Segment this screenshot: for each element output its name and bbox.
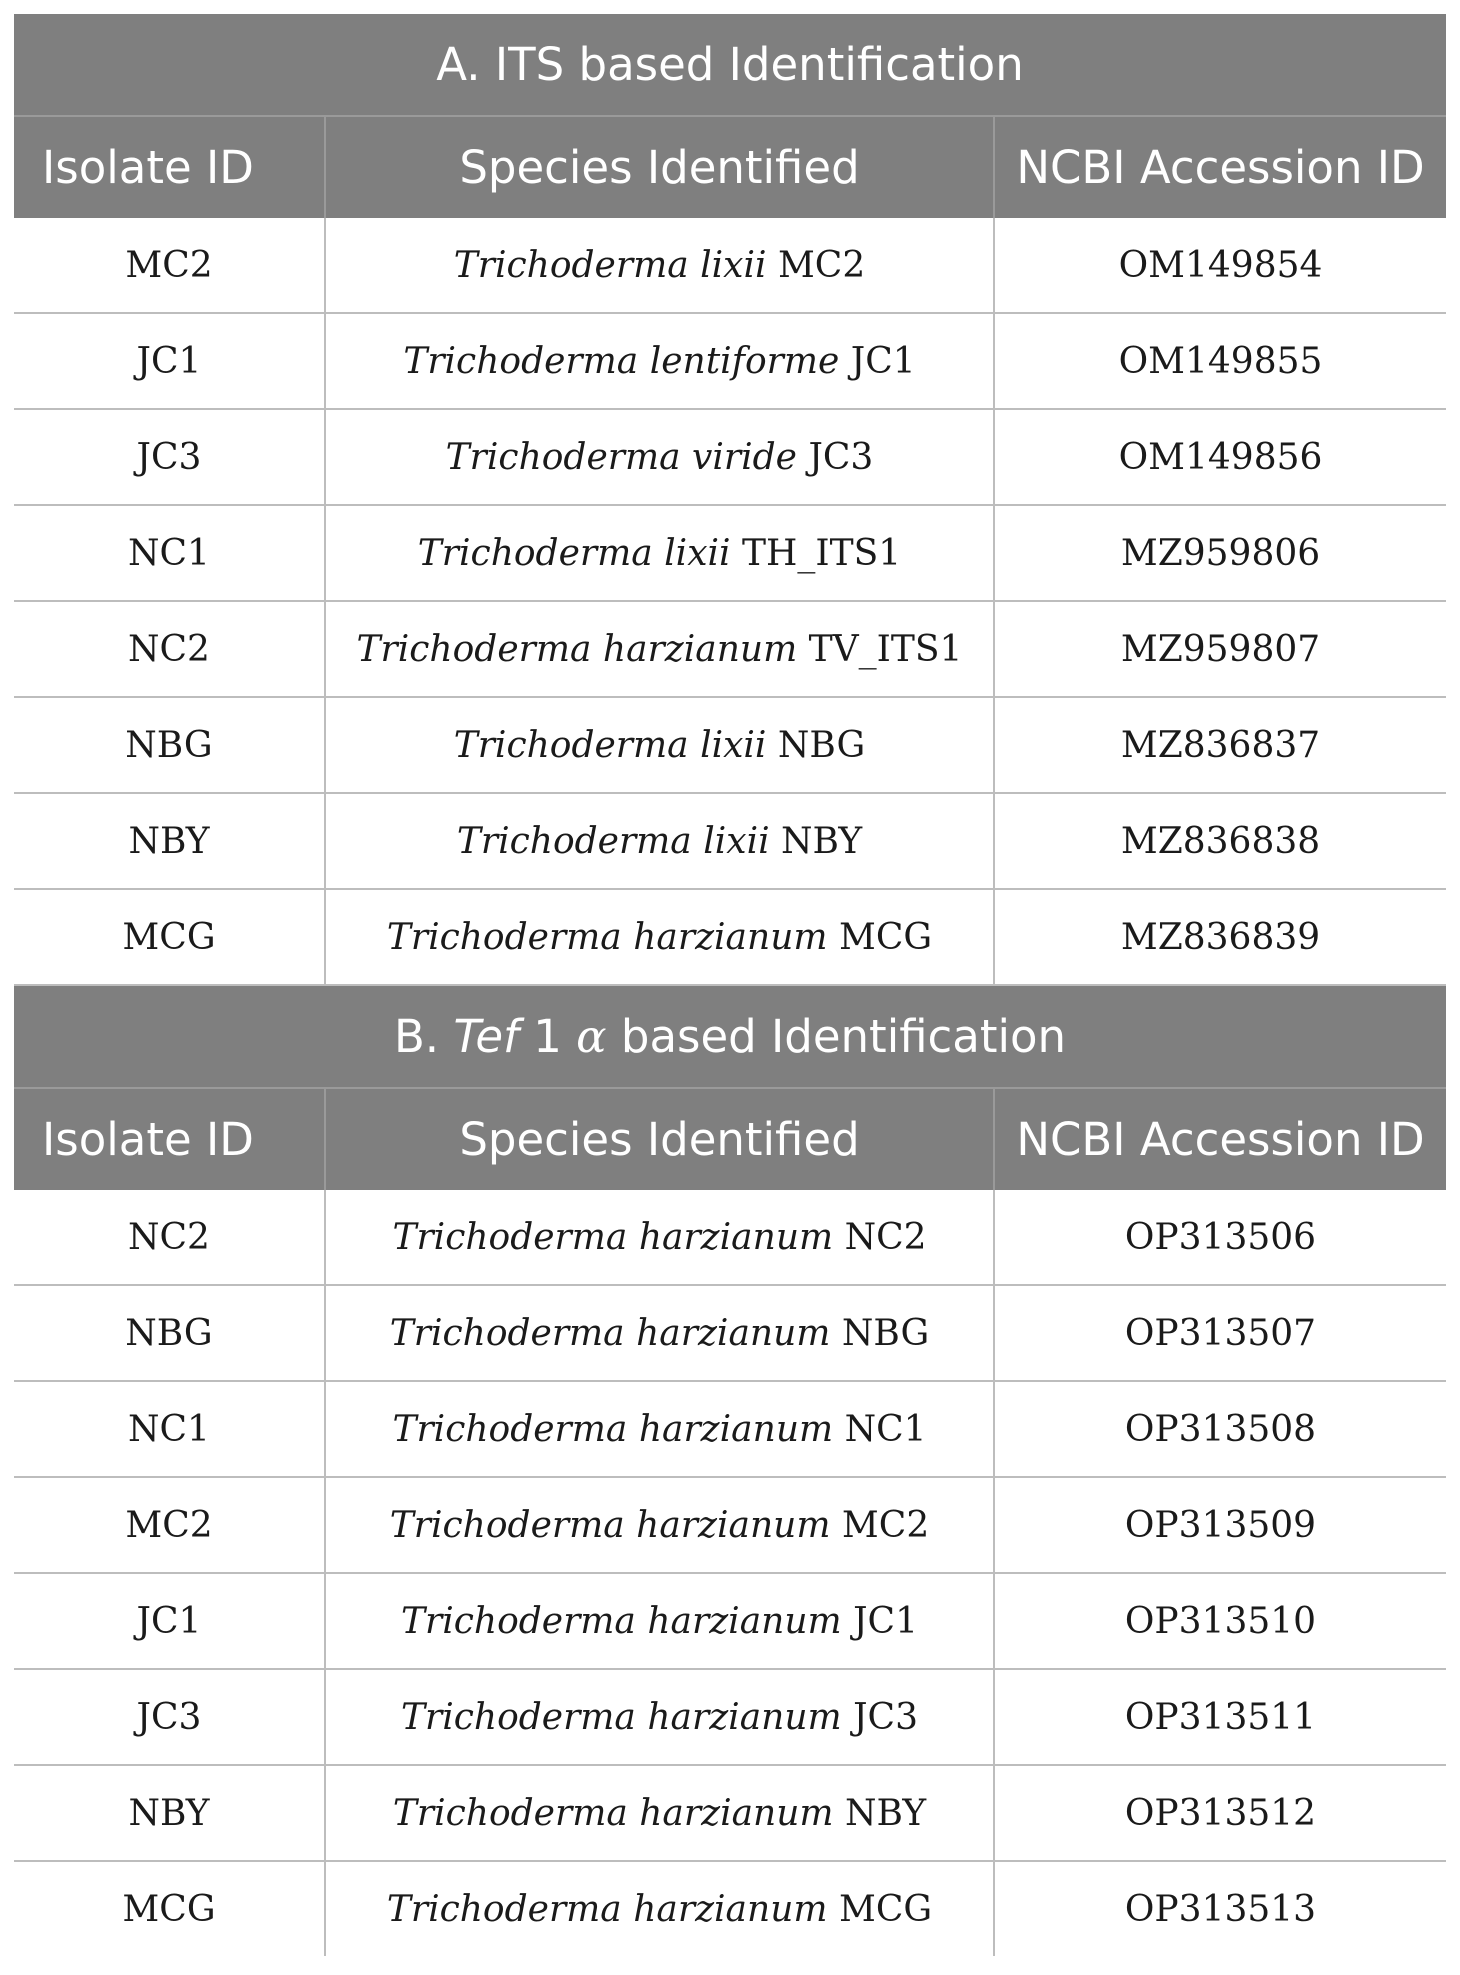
species-cell bbox=[325, 1477, 994, 1573]
species-genus: Trichoderma bbox=[392, 1216, 628, 1258]
accession-id-cell: OP313509 bbox=[994, 1477, 1446, 1573]
species-epithet: lixii bbox=[664, 532, 731, 574]
table-row bbox=[14, 218, 1446, 313]
isolate-id-cell: NBG bbox=[14, 697, 325, 793]
accession-id-cell: OP313513 bbox=[1124, 1888, 1317, 1930]
species-epithet: harzianum bbox=[638, 1216, 834, 1258]
isolate-id-cell: JC3 bbox=[14, 409, 325, 505]
accession-id-cell: OP313508 bbox=[994, 1381, 1446, 1477]
accession-id-cell: MZ959807 bbox=[994, 601, 1446, 697]
isolate-id-cell: NC1 bbox=[14, 505, 325, 601]
species-epithet: harzianum bbox=[647, 1696, 842, 1738]
accession-id-cell: MZ836839 bbox=[994, 889, 1446, 985]
header-species-identified: Species Identified bbox=[325, 116, 994, 218]
isolate-id-cell: NBY bbox=[14, 1765, 325, 1861]
species-cell bbox=[325, 1765, 994, 1861]
header-ncbi-accession-id: NCBI Accession ID bbox=[994, 116, 1446, 218]
species-strain: TH_ITS1 bbox=[741, 532, 902, 574]
table-row bbox=[14, 697, 1446, 793]
identification-table-container bbox=[14, 14, 1446, 1956]
species-cell bbox=[325, 793, 994, 889]
section-b-body bbox=[14, 985, 1446, 1956]
accession-id-cell: MZ836837 bbox=[994, 697, 1446, 793]
isolate-id-cell: NBG bbox=[14, 1285, 325, 1381]
species-cell bbox=[325, 313, 994, 409]
species-strain: NC2 bbox=[844, 1216, 927, 1258]
accession-id-cell: OM149856 bbox=[994, 409, 1446, 505]
table-row bbox=[14, 313, 1446, 409]
species-cell bbox=[325, 1381, 994, 1477]
table-row bbox=[14, 1190, 1446, 1285]
species-cell bbox=[325, 1573, 994, 1669]
species-genus: Trichoderma bbox=[400, 1600, 636, 1642]
species-genus: Trichoderma bbox=[389, 1312, 625, 1354]
table-row bbox=[14, 505, 1446, 601]
accession-id-cell: OP313506 bbox=[994, 1190, 1446, 1285]
header-ncbi-accession-id: NCBI Accession ID bbox=[994, 1088, 1446, 1190]
accession-id-cell: OP313510 bbox=[994, 1573, 1446, 1669]
header-isolate-id: Isolate ID bbox=[14, 116, 325, 218]
species-genus: Trichoderma bbox=[389, 1504, 625, 1546]
species-cell bbox=[325, 409, 994, 505]
species-epithet: harzianum bbox=[636, 1504, 831, 1546]
species-epithet: lixii bbox=[700, 724, 767, 766]
species-epithet: harzianum bbox=[633, 916, 828, 958]
header-isolate-id: Isolate ID bbox=[14, 1088, 325, 1190]
species-genus: Trichoderma bbox=[356, 628, 592, 670]
species-epithet: lixii bbox=[703, 820, 770, 862]
species-epithet: harzianum bbox=[633, 1888, 828, 1930]
species-epithet: harzianum bbox=[638, 1408, 834, 1450]
table-row bbox=[14, 409, 1446, 505]
table-row bbox=[14, 1381, 1446, 1477]
species-epithet: harzianum bbox=[647, 1600, 842, 1642]
section-b-title-gene: Tef bbox=[453, 1010, 519, 1063]
table-row bbox=[14, 1477, 1446, 1573]
species-strain: JC1 bbox=[853, 1600, 919, 1642]
species-genus: Trichoderma bbox=[392, 1792, 628, 1834]
species-genus: Trichoderma bbox=[392, 1408, 628, 1450]
species-strain: JC1 bbox=[850, 340, 916, 382]
accession-id-cell: OM149854 bbox=[994, 218, 1446, 313]
accession-id-cell: MZ836838 bbox=[994, 793, 1446, 889]
section-b-title-alpha: α bbox=[576, 1010, 607, 1063]
species-strain: JC3 bbox=[808, 436, 874, 478]
isolate-id-cell: NC2 bbox=[14, 601, 325, 697]
species-cell bbox=[325, 889, 994, 985]
table-row bbox=[14, 793, 1446, 889]
species-cell bbox=[325, 505, 994, 601]
accession-id-cell: OM149855 bbox=[994, 313, 1446, 409]
species-epithet: harzianum bbox=[602, 628, 798, 670]
section-a-title-row bbox=[14, 14, 1446, 116]
isolate-id-cell: JC1 bbox=[14, 313, 325, 409]
isolate-id-cell: JC1 bbox=[14, 1573, 325, 1669]
species-genus: Trichoderma bbox=[386, 916, 622, 958]
table-row bbox=[14, 601, 1446, 697]
table-row bbox=[14, 889, 1446, 985]
species-cell bbox=[325, 1861, 994, 1956]
species-strain: NBG bbox=[777, 724, 866, 766]
species-epithet: viride bbox=[692, 436, 797, 478]
species-cell bbox=[325, 601, 994, 697]
species-genus: Trichoderma bbox=[453, 244, 689, 286]
species-strain: MC2 bbox=[777, 244, 866, 286]
identification-table bbox=[14, 14, 1446, 1956]
species-genus: Trichoderma bbox=[386, 1888, 622, 1930]
species-epithet: harzianum bbox=[639, 1792, 834, 1834]
isolate-id-cell: MC2 bbox=[14, 218, 325, 313]
species-strain: NBY bbox=[781, 820, 863, 862]
species-genus: Trichoderma bbox=[453, 724, 689, 766]
isolate-id-cell: NC1 bbox=[14, 1381, 325, 1477]
isolate-id-cell: MCG bbox=[14, 1861, 325, 1956]
species-cell bbox=[325, 218, 994, 313]
isolate-id-cell: NBY bbox=[14, 793, 325, 889]
species-cell bbox=[325, 1285, 994, 1381]
section-b-title bbox=[14, 985, 1446, 1088]
species-strain: TV_ITS1 bbox=[808, 628, 963, 670]
header-species-identified: Species Identified bbox=[325, 1088, 994, 1190]
accession-id-cell: OP313507 bbox=[994, 1285, 1446, 1381]
isolate-id-cell: JC3 bbox=[14, 1669, 325, 1765]
species-epithet: harzianum bbox=[636, 1312, 831, 1354]
species-genus: Trichoderma bbox=[403, 340, 639, 382]
accession-id-cell: OP313511 bbox=[994, 1669, 1446, 1765]
section-b-header-row bbox=[14, 1088, 1446, 1190]
section-a-header-row bbox=[14, 116, 1446, 218]
species-strain: MC2 bbox=[841, 1504, 930, 1546]
section-b-title-suffix: based Identification bbox=[620, 1010, 1067, 1063]
table-row bbox=[14, 1573, 1446, 1669]
section-b-title-num: 1 bbox=[533, 1010, 562, 1063]
species-cell bbox=[325, 1669, 994, 1765]
species-cell bbox=[325, 697, 994, 793]
table-row bbox=[14, 1285, 1446, 1381]
species-strain: NC1 bbox=[844, 1408, 927, 1450]
table-row bbox=[14, 1765, 1446, 1861]
isolate-id-cell: MC2 bbox=[14, 1477, 325, 1573]
species-strain: MCG bbox=[838, 1888, 933, 1930]
species-strain: NBG bbox=[841, 1312, 930, 1354]
section-a-body bbox=[14, 14, 1446, 985]
isolate-id-cell: NC2 bbox=[14, 1190, 325, 1285]
species-genus: Trichoderma bbox=[445, 436, 681, 478]
section-b-title-prefix: B. bbox=[393, 1010, 440, 1063]
accession-id-cell: OP313512 bbox=[994, 1765, 1446, 1861]
species-strain: JC3 bbox=[853, 1696, 919, 1738]
species-genus: Trichoderma bbox=[417, 532, 653, 574]
table-row bbox=[14, 1669, 1446, 1765]
accession-id-cell: MZ959806 bbox=[994, 505, 1446, 601]
section-a-title: A. ITS based Identification bbox=[14, 14, 1446, 116]
species-genus: Trichoderma bbox=[456, 820, 692, 862]
species-epithet: lentiforme bbox=[649, 340, 840, 382]
isolate-id-cell: MCG bbox=[14, 889, 325, 985]
species-strain: MCG bbox=[838, 916, 933, 958]
species-strain: NBY bbox=[845, 1792, 927, 1834]
table-row bbox=[14, 1861, 1446, 1956]
species-genus: Trichoderma bbox=[400, 1696, 636, 1738]
species-epithet: lixii bbox=[700, 244, 767, 286]
species-cell bbox=[325, 1190, 994, 1285]
section-b-title-row bbox=[14, 985, 1446, 1088]
